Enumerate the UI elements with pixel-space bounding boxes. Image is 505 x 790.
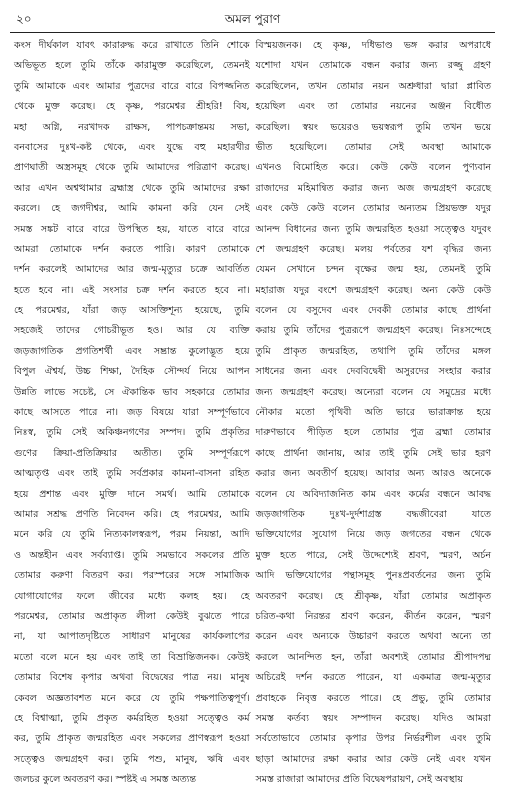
text-line: প্রাণঘাতী অস্ত্রসমূহ থেকে তুমি আমাদের পরিত্রাণ করেছ। [14, 162, 250, 174]
text-line: করেছিল। স্বয়ং ভয়েরও ভয়স্বরূপ তুমি তখন ভয়ে [255, 121, 491, 133]
text-line: জড়জাগতিক প্রগতিশর্থী এবং সম্ভ্রান্ত কুলোদ্ভূত হয়ে [14, 345, 250, 357]
text-line: কাছে প্রার্থনা জানায়, আর তাই তুমি সেই ভার হরণ [255, 447, 491, 459]
text-line: মহা অগ্নি, নরখাদক রাক্ষস, পাপচক্রান্তময় সভা, [14, 121, 250, 133]
text-line: তুমি আমাকে এবং আমার পুত্রদের বারে বারে বিপজ্জনিত [14, 80, 250, 92]
text-line: জলচর কুলে অবতরণ কর। স্পষ্টই এ সমস্ত অত্যন্ত [14, 774, 197, 786]
text-line: ভীত হয়েছিলে। তোমার সেই অবস্থা আমাকে [255, 141, 491, 153]
text-line: মুক্ত হতে পারে, সেই উদ্দেশ্যেই শ্রবণ, স্মরণ, অর্চন [255, 549, 491, 561]
text-line: সর্বতোভাবে তোমার কৃপার উপর নির্ভরশীল এবং তুমি [255, 733, 491, 745]
running-title: অমল পুরাণ [224, 12, 281, 26]
text-line: মতো বলে মনে হয় এবং তাই তা বিভ্রান্তিজনক। কেউই [14, 651, 250, 663]
text-line: করলে। হে জগদীশ্বর, আমি কামনা করি যেন সেই [14, 203, 250, 215]
text-line: কর, তুমি প্রাকৃত জন্মরহিত এবং সকলের প্রাণস্বরূপ হওয়া [14, 733, 250, 745]
text-line: তোমার করুণা বিতরণ কর। পরস্পরের সঙ্গে সামাজিক [14, 570, 250, 582]
text-line: সমস্ত রাজারা আমাদের প্রতি বিদ্বেষপরায়ণ, সেই অবস্থায় [255, 774, 463, 786]
text-line: গুণের ক্রিয়া-প্রতিক্রিয়ার অতীত। তুমি সম্পূর্ণরূপে [14, 447, 250, 459]
text-line: না, যা আপাতদৃষ্টিতে সাধারণ মানুষের কার্যকলাপের [14, 631, 250, 643]
text-line: আনন্দ বিধানের জন্য তুমি জন্মরহিত হওয়া সত্ত্বেও যদুবং [255, 223, 491, 235]
text-line: মনে করি যে তুমি নিত্যকালস্বরূপ, পরম নিয়ন্তা, আদি [14, 529, 250, 541]
text-line: আমার সশ্রদ্ধ প্রণতি নিবেদন করি। হে পরমেশ্বর, আমি [14, 508, 250, 520]
text-line: সমস্ত কর্তব্য স্বয়ং সম্পাদন করেছ। যদিও আমরা [255, 712, 491, 724]
text-line: ও অন্তহীন এবং সর্বব্যাপ্ত। তুমি সমভাবে সকলের প্রতি [14, 549, 250, 561]
text-line: আর এখন অশ্বত্থামার ব্রহ্মাস্ত্র থেকে তুমি আমাদের রক্ষা [14, 182, 250, 194]
text-line: সত্ত্বেও জন্মগ্রহণ কর। তুমি পশু, মানুষ, ঋষি এবং [14, 753, 250, 765]
text-line: হয়ে প্রশান্ত এবং মুক্তি দানে সমর্থ। আমি তোমাকে [14, 488, 250, 500]
text-line: যশোদা যখন তোমাকে বন্ধন করার জন্য রজ্জু গ্রহণ [255, 60, 491, 72]
page-number: ২০ [16, 12, 32, 26]
text-line: প্রবাহকে নিবৃত্ত করতে পারে। হে প্রভু, তুমি তোমার [255, 692, 491, 704]
text-line: সহজেই তাদের গোচরীভূত হও। আর যে ব্যক্তি [14, 325, 250, 337]
text-line: বলেন যে বসুদেব এবং দেবকী তোমার কাছে প্রার্থনা [255, 305, 491, 317]
text-line: এবং কেউ কেউ বলেন তোমার অন্যতম প্রিয়ভক্ত যদুর [255, 203, 491, 215]
text-line: অবতরণ করেছ। হে শ্রীকৃষ্ণ, যাঁরা তোমার অপ্রাকৃত [255, 590, 491, 602]
text-line: কেবল অজ্ঞতাবশত মনে করে যে তুমি পক্ষপাতিত্বপূর্ণ। [14, 692, 250, 704]
text-line: যোগাযোগের ফলে জীবের মধ্যে কলহ হয়। হে [14, 590, 250, 602]
text-line: নৌকার মতো পৃথিবী অতি ভারে ভারাক্রান্ত হয়ে [255, 407, 491, 419]
text-line: থেকে মুক্ত করেছ। হে কৃষ্ণ, পরমেশ্বর শ্রীহরি! বিষ, [14, 101, 250, 113]
text-line: অচিরেই দর্শন করতে পারেন, যা একমাত্র জন্ম-মৃত্যুর [255, 672, 491, 684]
text-line: হতে হবে না। এই সংসার চক্র দর্শন করতে হবে না। [14, 284, 250, 296]
text-line: দারুণভাবে পীড়িত হলে তোমার পুত্র ব্রহ্মা তোমার [255, 427, 491, 439]
text-line: বলেন যে অবিদ্যাজনিত কাম এবং কর্মের বন্ধনে আবদ্ধ [255, 488, 491, 500]
text-line: আত্মতৃপ্ত এবং তাই তুমি সর্বপ্রকার কামনা-বাসনা রহিত [14, 468, 250, 480]
text-line: হে পরমেশ্বর, যাঁরা জড় আসক্তিশূন্য হয়েছে, তুমি [14, 305, 250, 317]
text-line: রাজাদের মহিমান্বিত করার জন্য অজ জন্মগ্রহণ করেছে [255, 182, 491, 194]
text-line: দর্শন করলেই আমাদের আর জন্ম-মৃত্যুর চক্রে আবর্তিত [14, 264, 250, 276]
text-line: করায় তুমি তাঁদের পুত্ররূপে জন্মগ্রহণ করেছ। নিঃসন্দেহে [255, 325, 491, 337]
text-line: নিঃস্ব, তুমি সেই অকিঞ্চনগণের সম্পদ। তুমি প্রকৃতির [14, 427, 250, 439]
text-line: পরমেশ্বর, তোমার অপ্রাকৃত লীলা কেউই বুঝতে পারে [14, 610, 250, 622]
text-columns [14, 36, 491, 786]
left-column [14, 36, 250, 786]
text-line: চরিত-কথা নিরন্তর শ্রবণ করেন, কীর্তন করেন, স্মরণ [255, 610, 491, 622]
text-line: করেছিলেন, তখন তোমার নয়ন অশ্রুধারা দ্বারা প্লাবিত [255, 80, 491, 92]
text-line: বনবাসের দুঃখ-কষ্ট থেকে, এবং যুদ্ধে বহু মহারথীর [14, 141, 250, 153]
text-line: তোমার বিশেষ কৃপার অথবা বিদ্বেষের পাত্র নয়। মানুষ [14, 672, 250, 684]
text-line: বিস্ময়জনক। হে কৃষ্ণ, দধিভাণ্ড ভঙ্গ করার অপরাধে [255, 40, 491, 51]
text-line: ছাড়া আমাদের রক্ষা করার আর কেউ নেই এবং যখন [255, 753, 491, 765]
text-line: হয়েছিল এবং তা তোমার নয়নের অঞ্জন বিধৌত [255, 101, 491, 113]
text-line: বিপুল ঐশ্বর্য, উচ্চ শিক্ষা, দৈহিক সৌন্দর্য নিয়ে আপন [14, 366, 250, 378]
text-line: মহারাজ যদুর বংশে জন্মগ্রহণ করেছ। অন্য কেউ কেউ [255, 284, 491, 296]
text-line: করলে আনন্দিত হন, তাঁরা অবশ্যই তোমার শ্রীপাদপদ্ম [255, 651, 491, 663]
text-line: কাছে আসতে পারে না। জড় বিষয়ে যারা সম্পূর্ণভাবে [14, 407, 250, 419]
text-line: হে বিশ্বাত্মা, তুমি প্রকৃত কর্মরহিত হওয়া সত্ত্বেও কর্ম [14, 712, 250, 724]
text-line: আদি ভক্তিযোগের পন্থাসমূহ পুনঃপ্রবর্তনের জন্য তুমি [255, 570, 491, 582]
text-line: শে জন্মগ্রহণ করেছ। মলয় পর্বতের যশ বৃদ্ধির জন্য [255, 243, 491, 255]
page-header [10, 8, 495, 33]
text-line: করার জন্য অবতীর্ণ হয়েছ। আবার অন্য আরও অনেকে [255, 468, 491, 480]
text-line: কংস দীর্ঘকাল যাবৎ কারারুদ্ধ করে রাখাতে তিনি শোকে [14, 40, 250, 51]
text-line: ভক্তিযোগের সুযোগ নিয়ে জড় জগতের বন্ধন থেকে [255, 529, 491, 541]
text-line: জন্য জন্মগ্রহণ করেছ। অন্যেরা বলেন যে সমুদ্রের মধ্যে [255, 386, 491, 398]
text-line: আমরা তোমাকে দর্শন করতে পারি। কারণ তোমাকে [14, 243, 250, 255]
right-column [255, 36, 492, 786]
text-line: সাধনের জন্য এবং দেববিদ্বেষী অসুরদের সংহার করার [255, 366, 491, 378]
text-line: তুমি প্রাকৃত জন্মরহিত, তথাপি তুমি তাঁদের মঙ্গল [255, 345, 491, 357]
text-line: জড়জাগতিক দুঃখ-দুর্দশাগ্রস্ত বদ্ধজীবেরা যাতে [255, 508, 491, 520]
text-line: সমস্ত সঙ্কট বারে বারে উপস্থিত হয়, যাতে বারে বারে [14, 223, 250, 235]
text-line: এখনও বিমোহিত করে। কেউ কেউ বলেন পুণ্যবান [255, 162, 491, 174]
text-line: করেন এবং অন্যকে উচ্চারণ করতে অথবা অন্যে তা [255, 631, 491, 643]
text-line: উন্নতি লাভে সচেষ্ট, সে ঐকান্তিক ভাব সহকারে তোমার [14, 386, 250, 398]
text-line: যেমন সেখানে চন্দন বৃক্ষের জন্ম হয়, তেমনই তুমি [255, 264, 491, 276]
text-line: অভিভূত হলে তুমি তাঁকে কারামুক্ত করেছিলে, তেমনই [14, 60, 250, 72]
